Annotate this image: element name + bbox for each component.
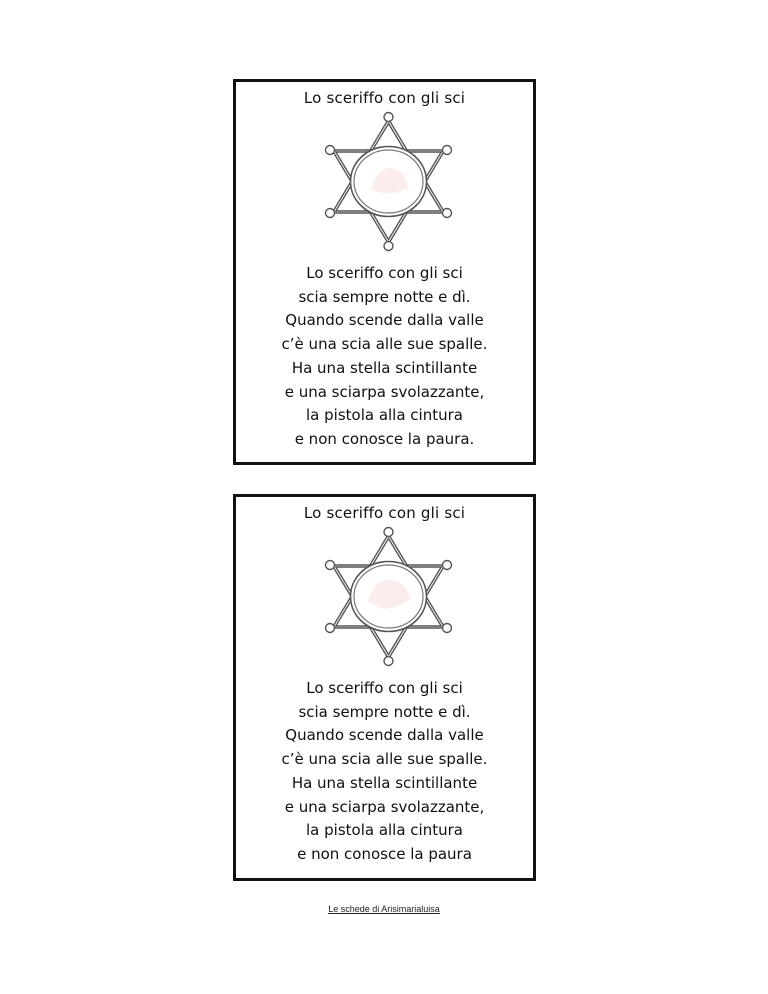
- sheriff-star-icon: [316, 110, 461, 253]
- card-title: Lo sceriffo con gli sci: [303, 89, 466, 107]
- poem-line: Quando scende dalla valle: [285, 726, 484, 745]
- poem-line: e una sciarpa svolazzante,: [284, 382, 485, 401]
- poem-line: e una sciarpa svolazzante,: [284, 797, 485, 816]
- poem-line: scia sempre notte e dì.: [298, 702, 471, 721]
- poem-line: Quando scende dalla valle: [285, 311, 484, 330]
- poem-card-2: [233, 494, 536, 881]
- poem-text: [236, 262, 533, 452]
- poem-line: Ha una stella scintillante: [291, 358, 478, 377]
- poem-line: la pistola alla cintura: [306, 821, 463, 840]
- footer-credit-link[interactable]: Le schede di Arisimarialuisa: [328, 904, 440, 914]
- poem-line: e non conosce la paura.: [294, 429, 475, 448]
- poem-line: Lo sceriffo con gli sci: [306, 679, 463, 697]
- sheriff-star-icon: [316, 525, 461, 668]
- poem-text: [236, 677, 533, 867]
- card-title: Lo sceriffo con gli sci: [303, 504, 466, 522]
- poem-line: c’è una scia alle sue spalle.: [281, 750, 488, 769]
- poem-line: e non conosce la paura: [297, 844, 472, 863]
- poem-line: la pistola alla cintura: [306, 406, 463, 425]
- poem-line: Ha una stella scintillante: [291, 773, 478, 792]
- poem-line: c’è una scia alle sue spalle.: [281, 335, 488, 354]
- poem-line: scia sempre notte e dì.: [298, 287, 471, 306]
- poem-line: Lo sceriffo con gli sci: [306, 264, 463, 282]
- poem-card-1: [233, 79, 536, 465]
